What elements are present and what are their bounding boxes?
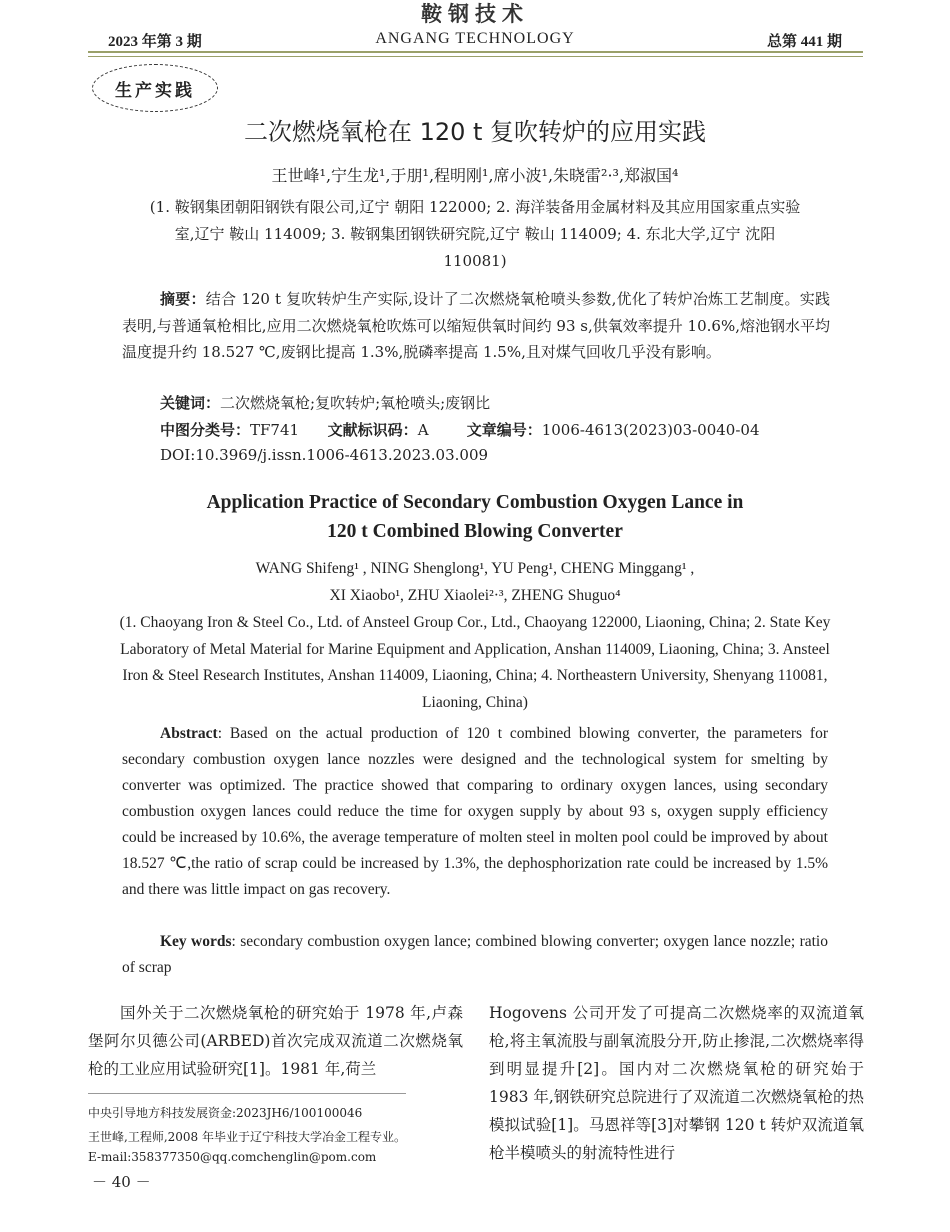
section-badge: 生产实践 <box>92 64 218 112</box>
english-title-line-1: Application Practice of Secondary Combustion Oxygen Lance in <box>206 492 744 513</box>
english-affiliations: (1. Chaoyang Iron & Steel Co., Ltd. of Ansteel Group Cor., Ltd., Chaoyang 122000, Liaoning, China; 2. State Key Laboratory of Metal Material for Marine Equipment and Application, Anshan 114009, Liaoning, China; 3. Ansteel Iron & Steel Research Institutes, Anshan 114009, Liaoning, China; 4. Northeastern University, Shenyang 110081, Liaoning, China) <box>119 614 831 711</box>
english-abstract-text: : Based on the actual production of 120 t combined blowing converter, the parameters for secondary combustion oxygen lance nozzles were designed and the technological system for smelting by converter was optimized. The practice showed that comparing to ordinary oxygen lances, using secondary combustion oxygen lances could reduce the time for oxygen supply by about 93 s, oxygen supply efficiency could be increased by 10.6%, the average temperature of molten steel in molten pool could be improved by about 18.527 ℃,the ratio of scrap could be increased by 1.3%, the dephosphorization rate could be increased by 1.5% and there was little impact on gas recovery. <box>122 725 828 898</box>
journal-english-name: ANGANG TECHNOLOGY <box>375 30 575 47</box>
header-rule-thick <box>88 51 863 53</box>
english-abstract <box>122 721 828 903</box>
journal-name: 鞍钢技术 <box>421 1 529 26</box>
chinese-abstract <box>122 286 830 366</box>
footnote-rule <box>88 1093 406 1094</box>
chinese-keywords <box>160 392 830 413</box>
total-issue-number: 总第 441 期 <box>766 34 842 50</box>
clc-label: 中图分类号： <box>160 421 251 439</box>
doc-code-value: A <box>417 421 429 439</box>
article-no-value: 1006-4613(2023)03-0040-04 <box>541 421 760 439</box>
doi: DOI:10.3969/j.issn.1006-4613.2023.03.009 <box>160 446 489 464</box>
body-column-left: 国外关于二次燃烧氧枪的研究始于 1978 年,卢森堡阿尔贝德公司(ARBED)首次完成双流道二次燃烧氧枪的工业应用试验研究[1]。1981 年,荷兰 <box>88 1004 463 1078</box>
english-title-line-2: 120 t Combined Blowing Converter <box>327 521 623 542</box>
abstract-label: 摘要： <box>160 290 206 308</box>
english-authors-line-1: WANG Shifeng¹ , NING Shenglong¹, YU Peng¹, CHENG Minggang¹ , <box>255 560 695 577</box>
classification-line <box>160 419 759 440</box>
chinese-title: 二次燃烧氧枪在 120 t 复吹转炉的应用实践 <box>243 118 707 146</box>
doc-code-label: 文献标识码： <box>327 421 418 439</box>
body-column-right: Hogovens 公司开发了可提高二次燃烧率的双流道氧枪,将主氧流股与副氧流股分开,防止掺混,二次燃烧率得到明显提升[2]。国内对二次燃烧氧枪的研究始于 1983 年,钢铁研究总院进行了双流道二次燃烧氧枪的热模拟试验[1]。马恩祥等[3]对攀钢 120 t 转炉双流道氧枪半模喷头的射流特性进行 <box>489 1004 864 1162</box>
article-no-label: 文章编号： <box>466 421 542 439</box>
english-keywords-text: : secondary combustion oxygen lance; combined blowing converter; oxygen lance nozzle; ratio of scrap <box>122 933 828 976</box>
clc-value: TF741 <box>250 421 300 439</box>
english-authors-line-2: XI Xiaobo¹, ZHU Xiaolei²·³, ZHENG Shuguo⁴ <box>329 587 621 604</box>
english-keywords-label: Key words <box>160 933 232 950</box>
chinese-authors: 王世峰¹,宁生龙¹,于朋¹,程明刚¹,席小波¹,朱晓雷²·³,郑淑国⁴ <box>271 166 679 185</box>
footnote-fund: 中央引导地方科技发展资金:2023JH6/100100046 <box>88 1106 363 1120</box>
english-abstract-label: Abstract <box>160 725 218 742</box>
issue-number: 2023 年第 3 期 <box>108 34 202 50</box>
english-authors <box>0 555 950 609</box>
abstract-text: 结合 120 t 复吹转炉生产实际,设计了二次燃烧氧枪喷头参数,优化了转炉冶炼工艺制度。实践表明,与普通氧枪相比,应用二次燃烧氧枪吹炼可以缩短供氧时间约 93 s,供氧效率提升 10.6%,熔池钢水平均温度提升约 18.527 ℃,废钢比提高 1.3%,脱磷率提高 1.5%,且对煤气回收几乎没有影响。 <box>122 290 830 361</box>
footnote-author-bio: 王世峰,工程师,2008 年毕业于辽宁科技大学冶金工程专业。 <box>88 1130 406 1144</box>
keywords-label: 关键词： <box>160 394 221 412</box>
english-keywords <box>122 929 828 981</box>
english-title <box>0 488 950 546</box>
chinese-affiliations: (1. 鞍钢集团朝阳钢铁有限公司,辽宁 朝阳 122000; 2. 海洋装备用金属材料及其应用国家重点实验室,辽宁 鞍山 114009; 3. 鞍钢集团钢铁研究院,辽宁 鞍山 114009; 4. 东北大学,辽宁 沈阳 110081) <box>149 198 801 270</box>
footnote-email: E-mail:358377350@qq.comchenglin@pom.com <box>88 1150 377 1164</box>
page-number: － 40 － <box>92 1173 151 1191</box>
keywords-text: 二次燃烧氧枪;复吹转炉;氧枪喷头;废钢比 <box>220 394 491 412</box>
header-rule-thin <box>88 56 863 57</box>
